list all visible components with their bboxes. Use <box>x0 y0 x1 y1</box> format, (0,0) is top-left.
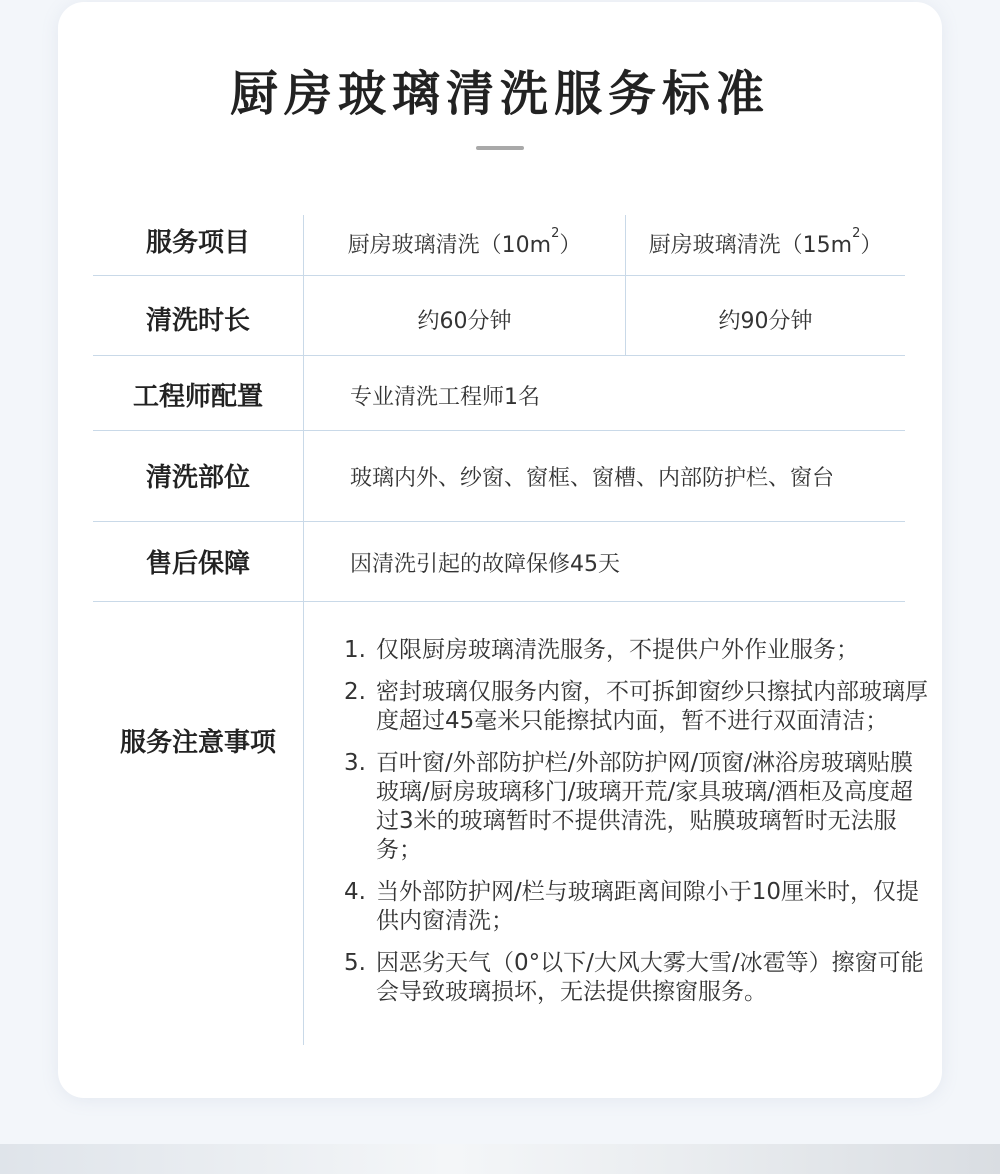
note-item <box>344 678 934 736</box>
row-label-notes: 服务注意事项 <box>119 728 276 758</box>
service-item-option-10-end: ） <box>559 233 582 258</box>
page-title: 厨房玻璃清洗服务标准 <box>229 66 770 122</box>
table-row-divider <box>93 275 905 276</box>
service-item-option-15-end: ） <box>860 233 883 258</box>
background-strip <box>0 1144 1000 1174</box>
note-text: 百叶窗/外部防护栏/外部防护网/顶窗/淋浴房玻璃贴膜玻璃/厨房玻璃移门/玻璃开荒/家具玻璃/酒柜及高度超过3米的玻璃暂时不提供清洗，贴膜玻璃暂时无法服务； <box>376 750 913 863</box>
table-row-divider <box>93 355 905 356</box>
table-row-divider <box>93 430 905 431</box>
note-item <box>344 636 934 665</box>
note-item <box>344 749 934 865</box>
note-item <box>344 949 934 1007</box>
table-column-divider <box>303 215 304 1045</box>
duration-value-10: 约60分钟 <box>417 309 512 334</box>
note-item <box>344 878 934 936</box>
note-number: 1. <box>344 637 366 663</box>
row-label-engineer: 工程师配置 <box>132 382 263 412</box>
service-item-option-15 <box>626 228 905 259</box>
duration-value-15: 约90分钟 <box>718 309 813 334</box>
cleaning-area-value: 玻璃内外、纱窗、窗框、窗槽、内部防护栏、窗台 <box>350 466 835 491</box>
service-item-option-15-sup: 2 <box>852 226 861 241</box>
row-label-duration: 清洗时长 <box>145 306 250 336</box>
notes-list <box>344 636 934 1020</box>
note-number: 2. <box>344 679 366 705</box>
table-row-divider <box>93 521 905 522</box>
note-number: 3. <box>344 750 366 776</box>
service-item-option-10 <box>304 228 625 259</box>
row-label-cleaning-area: 清洗部位 <box>145 463 250 493</box>
table-row-divider <box>93 601 905 602</box>
title-divider <box>476 146 524 150</box>
note-number: 4. <box>344 879 366 905</box>
engineer-value: 专业清洗工程师1名 <box>350 385 540 410</box>
note-text: 仅限厨房玻璃清洗服务，不提供户外作业服务； <box>376 637 859 663</box>
note-text: 因恶劣天气（0°以下/大风大雾大雪/冰雹等）擦窗可能会导致玻璃损坏，无法提供擦窗服务。 <box>376 950 924 1005</box>
after-sales-value: 因清洗引起的故障保修45天 <box>350 552 620 577</box>
row-label-after-sales: 售后保障 <box>145 549 250 579</box>
row-label-service-item: 服务项目 <box>145 228 250 258</box>
service-item-option-10-text: 厨房玻璃清洗（10m <box>347 233 552 258</box>
note-text: 当外部防护网/栏与玻璃距离间隙小于10厘米时，仅提供内窗清洗； <box>376 879 920 934</box>
note-text: 密封玻璃仅服务内窗，不可拆卸窗纱只擦拭内部玻璃厚度超过45毫米只能擦拭内面，暂不进行双面清洁； <box>376 679 928 734</box>
note-number: 5. <box>344 950 366 976</box>
service-item-option-15-text: 厨房玻璃清洗（15m <box>648 233 853 258</box>
service-item-option-10-sup: 2 <box>551 226 560 241</box>
